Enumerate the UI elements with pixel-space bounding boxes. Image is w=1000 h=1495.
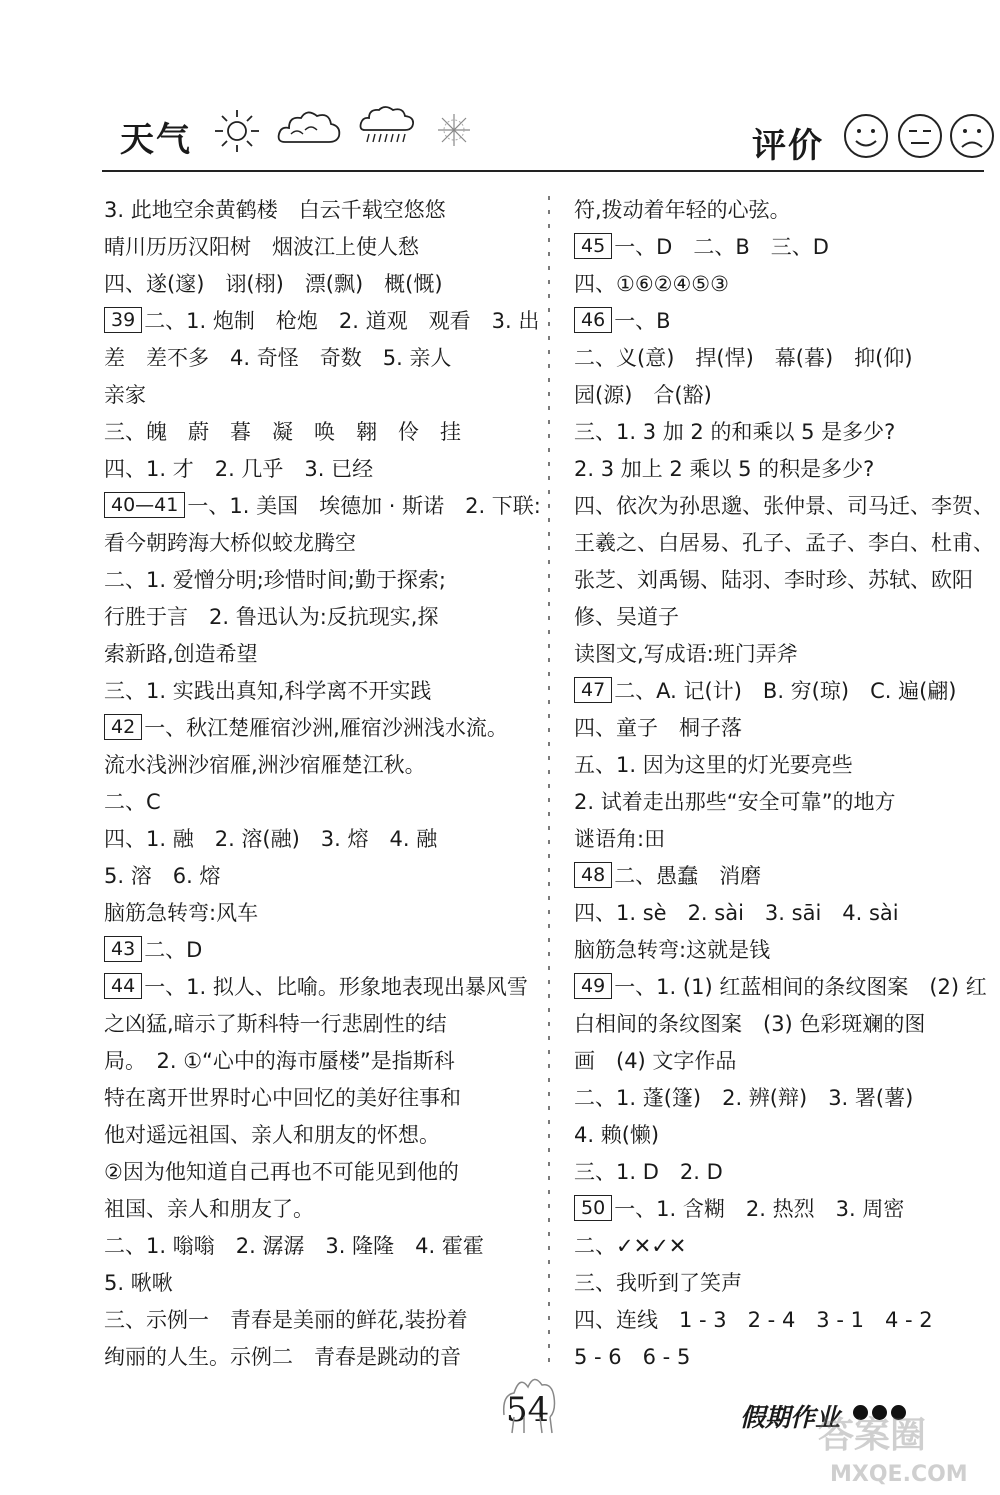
- answer-text: 他对遥远祖国、亲人和朋友的怀想。: [104, 1123, 440, 1147]
- header-rule: [102, 170, 984, 172]
- answer-text: 一、1. 拟人、比喻。形象地表现出暴风雪: [144, 975, 528, 999]
- answer-text: 三、我听到了笑声: [574, 1271, 742, 1295]
- answer-line: [574, 784, 994, 821]
- answer-text: 四、连线 1 - 3 2 - 4 3 - 1 4 - 2: [574, 1308, 933, 1332]
- answer-text: 之凶猛,暗示了斯科特一行悲剧性的结: [104, 1012, 447, 1036]
- page-ref-box: 40—41: [104, 492, 185, 518]
- answer-text: 晴川历历汉阳树 烟波江上使人愁: [104, 235, 419, 259]
- answer-text: 2. 试着走出那些“安全可靠”的地方: [574, 790, 896, 814]
- answer-text: 张芝、刘禹锡、陆羽、李时珍、苏轼、欧阳: [574, 568, 973, 592]
- answer-text: 二、A. 记(计) B. 穷(琼) C. 遍(翩): [614, 679, 957, 703]
- sun-icon: [212, 108, 262, 154]
- page-ref-box: 44: [104, 973, 142, 999]
- answer-line: [574, 821, 994, 858]
- answer-text: 看今朝跨海大桥似蛟龙腾空: [104, 531, 356, 555]
- answer-text: 园(源) 合(豁): [574, 383, 712, 407]
- cloud-icon: [275, 106, 343, 148]
- weather-label: 天气: [120, 120, 192, 160]
- answer-line: [104, 1191, 534, 1228]
- answer-text: 索新路,创造希望: [104, 642, 258, 666]
- answer-text: 谜语角:田: [574, 827, 666, 851]
- answer-line: [574, 858, 994, 895]
- answer-line: [574, 747, 994, 784]
- answer-text: 3. 此地空余黄鹤楼 白云千载空悠悠: [104, 198, 446, 222]
- answer-text: 特在离开世界时心中回忆的美好往事和: [104, 1086, 461, 1110]
- page-ref-box: 39: [104, 307, 142, 333]
- answer-text: 三、1. 3 加 2 的和乘以 5 是多少?: [574, 420, 896, 444]
- answer-text: 二、1. 炮制 枪炮 2. 道观 观看 3. 出: [144, 309, 540, 333]
- answer-line: [104, 636, 534, 673]
- answer-text: 脑筋急转弯:这就是钱: [574, 938, 771, 962]
- camel-icon: [494, 1355, 566, 1435]
- answer-line: [574, 1191, 994, 1228]
- answer-line: [104, 488, 541, 525]
- answer-text: 二、1. 蓬(篷) 2. 辨(辩) 3. 署(薯): [574, 1086, 914, 1110]
- answer-text: 一、秋江楚雁宿沙洲,雁宿沙洲浅水流。: [144, 716, 508, 740]
- answer-line: [574, 1228, 994, 1265]
- answer-text: 四、1. sè 2. sài 3. sāi 4. sài: [574, 901, 899, 925]
- answer-line: [574, 488, 994, 525]
- svg-text:MXQE.COM: MXQE.COM: [830, 1462, 968, 1487]
- page-ref-box: 48: [574, 862, 612, 888]
- page-ref-box: 50: [574, 1195, 612, 1221]
- answer-text: 二、1. 爱憎分明;珍惜时间;勤于探索;: [104, 568, 446, 592]
- page-header: [0, 0, 1000, 180]
- answer-line: [574, 414, 994, 451]
- answer-line: [104, 599, 534, 636]
- answer-line: [104, 1006, 534, 1043]
- answer-line: [104, 1154, 534, 1191]
- answer-line: [104, 858, 534, 895]
- answer-text: 局。 2. ①“心中的海市蜃楼”是指斯科: [104, 1049, 455, 1073]
- answer-line: [574, 895, 994, 932]
- brand-name: 假期作业: [740, 1403, 841, 1432]
- answer-line: [104, 414, 534, 451]
- neutral-face-icon[interactable]: [896, 112, 944, 160]
- answer-line: [574, 1006, 994, 1043]
- answer-line: [104, 895, 534, 932]
- answer-text: 5. 溶 6. 熔: [104, 864, 221, 888]
- answer-text: 三、1. D 2. D: [574, 1160, 723, 1184]
- answer-line: [104, 673, 534, 710]
- svg-text:答案圈: 答案圈: [818, 1415, 927, 1456]
- answer-text: 四、1. 才 2. 几乎 3. 已经: [104, 457, 374, 481]
- answer-line: [574, 1339, 994, 1376]
- answer-line: [574, 377, 994, 414]
- answer-line: [574, 340, 994, 377]
- answer-line: [104, 1302, 534, 1339]
- answer-line: [574, 599, 994, 636]
- rain-cloud-icon: [357, 104, 417, 150]
- answer-line: [104, 192, 534, 229]
- answer-text: 一、1. 美国 埃德加 · 斯诺 2. 下联:: [187, 494, 541, 518]
- column-divider: [544, 196, 554, 1366]
- answer-line: [104, 1080, 534, 1117]
- answer-line: [104, 969, 534, 1006]
- answer-text: 读图文,写成语:班门弄斧: [574, 642, 798, 666]
- answer-text: 四、遂(邃) 诩(栩) 漂(飘) 概(慨): [104, 272, 443, 296]
- answer-line: [104, 451, 534, 488]
- left-answer-column: [104, 192, 541, 1376]
- answer-line: [104, 821, 534, 858]
- page-ref-box: 47: [574, 677, 612, 703]
- answer-line: [574, 673, 994, 710]
- answer-text: 一、1. (1) 红蓝相间的条纹图案 (2) 红: [614, 975, 987, 999]
- answer-text: 一、D 二、B 三、D: [614, 235, 829, 259]
- answer-text: 画 (4) 文字作品: [574, 1049, 737, 1073]
- answer-line: [574, 710, 994, 747]
- right-answer-column: [574, 192, 994, 1376]
- answer-line: [574, 969, 994, 1006]
- answer-text: 修、吴道子: [574, 605, 679, 629]
- page-ref-box: 43: [104, 936, 142, 962]
- answer-line: [104, 562, 534, 599]
- answer-line: [574, 932, 994, 969]
- page-ref-box: 42: [104, 714, 142, 740]
- answer-text: 流水浅洲沙宿雁,洲沙宿雁楚江秋。: [104, 753, 426, 777]
- answer-text: 二、愚蠢 消磨: [614, 864, 762, 888]
- answer-text: 三、魄 蔚 暮 凝 唤 翱 伶 挂: [104, 420, 461, 444]
- answer-text: 二、✓✕✓✕: [574, 1234, 687, 1258]
- answer-line: [104, 303, 540, 340]
- answer-text: 四、1. 融 2. 溶(融) 3. 熔 4. 融: [104, 827, 438, 851]
- answer-line: [574, 562, 994, 599]
- answer-line: [574, 451, 994, 488]
- answer-text: 绚丽的人生。示例二 青春是跳动的音: [104, 1345, 461, 1369]
- answer-line: [104, 229, 534, 266]
- answer-text: 行胜于言 2. 鲁迅认为:反抗现实,探: [104, 605, 439, 629]
- evaluation-label: 评价: [752, 126, 824, 166]
- answer-text: 白相间的条纹图案 (3) 色彩斑斓的图: [574, 1012, 926, 1036]
- answer-line: [104, 747, 534, 784]
- answer-line: [104, 1043, 534, 1080]
- sad-face-icon[interactable]: [948, 112, 996, 160]
- answer-line: [574, 1302, 994, 1339]
- page-ref-box: 46: [574, 307, 612, 333]
- answer-line: [574, 303, 994, 340]
- answer-text: 二、1. 嗡嗡 2. 潺潺 3. 隆隆 4. 霍霍: [104, 1234, 484, 1258]
- answer-text: 符,拨动着年轻的心弦。: [574, 198, 791, 222]
- answer-line: [574, 1154, 994, 1191]
- watermark-logo: [808, 1405, 993, 1490]
- answer-text: 五、1. 因为这里的灯光要亮些: [574, 753, 853, 777]
- answer-line: [104, 1117, 534, 1154]
- answer-text: 二、D: [144, 938, 203, 962]
- answer-text: ②因为他知道自己再也不可能见到他的: [104, 1160, 459, 1184]
- page-ref-box: 45: [574, 233, 612, 259]
- answer-text: 4. 赖(懒): [574, 1123, 660, 1147]
- happy-face-icon[interactable]: [842, 112, 890, 160]
- answer-line: [104, 784, 534, 821]
- answer-text: 四、童子 桐子落: [574, 716, 742, 740]
- answer-text: 亲家: [104, 383, 146, 407]
- page-number: 54: [506, 1390, 550, 1430]
- answer-text: 5 - 6 6 - 5: [574, 1345, 691, 1369]
- answer-line: [574, 1043, 994, 1080]
- answer-line: [104, 710, 534, 747]
- answer-line: [104, 932, 534, 969]
- answer-line: [574, 1080, 994, 1117]
- answer-text: 三、1. 实践出真知,科学离不开实践: [104, 679, 432, 703]
- answer-text: 一、1. 含糊 2. 热烈 3. 周密: [614, 1197, 905, 1221]
- answer-line: [104, 377, 534, 414]
- answer-text: 王羲之、白居易、孔子、孟子、李白、杜甫、: [574, 531, 994, 555]
- answer-text: 二、C: [104, 790, 161, 814]
- answer-line: [574, 1265, 994, 1302]
- answer-text: 脑筋急转弯:风车: [104, 901, 259, 925]
- answer-line: [104, 1339, 534, 1376]
- answer-text: 一、B: [614, 309, 671, 333]
- answer-text: 差 差不多 4. 奇怪 奇数 5. 亲人: [104, 346, 452, 370]
- answer-line: [104, 1228, 534, 1265]
- answer-line: [104, 525, 534, 562]
- answer-line: [104, 1265, 534, 1302]
- answer-text: 2. 3 加上 2 乘以 5 的积是多少?: [574, 457, 875, 481]
- answer-text: 四、依次为孙思邈、张仲景、司马迁、李贺、: [574, 494, 994, 518]
- answer-text: 三、示例一 青春是美丽的鲜花,装扮着: [104, 1308, 468, 1332]
- answer-text: 祖国、亲人和朋友了。: [104, 1197, 314, 1221]
- page-ref-box: 49: [574, 973, 612, 999]
- answer-line: [104, 266, 534, 303]
- answer-text: 二、义(意) 捍(悍) 幕(暮) 抑(仰): [574, 346, 913, 370]
- answer-line: [574, 192, 994, 229]
- answer-text: 四、①⑥②④⑤③: [574, 272, 729, 296]
- answer-line: [104, 340, 534, 377]
- answer-line: [574, 266, 994, 303]
- answer-line: [574, 636, 994, 673]
- answer-text: 5. 啾啾: [104, 1271, 173, 1295]
- answer-line: [574, 525, 994, 562]
- answer-line: [574, 229, 994, 266]
- snowflake-icon: [432, 110, 476, 150]
- answer-line: [574, 1117, 994, 1154]
